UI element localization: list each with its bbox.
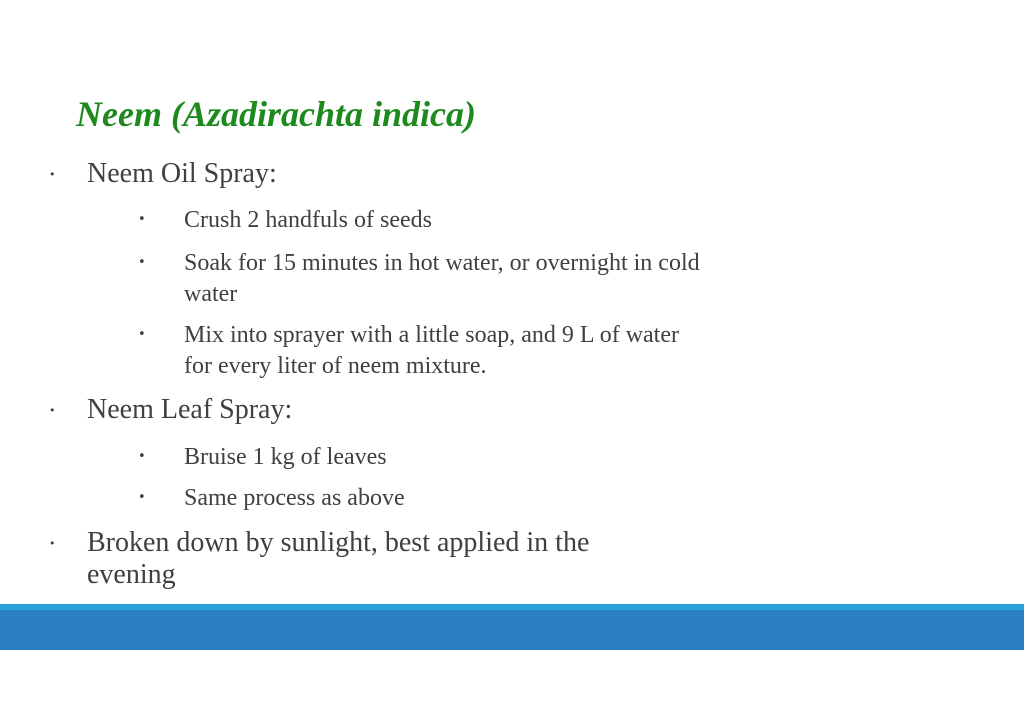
sub-bullet-text: Mix into sprayer with a little soap, and 9 L of water for every liter of neem mixture. [184,322,679,379]
sub-bullet-item [138,442,744,473]
bullet-dot: • [138,212,146,227]
bullet-dot: • [49,537,56,550]
bullet-item-sunlight-note [49,527,667,591]
sub-bullet-item [138,248,729,310]
bullet-item-neem-leaf-spray [49,394,727,426]
bullet-dot: • [138,490,146,505]
bullet-dot: • [138,449,146,464]
sub-bullet-item [138,320,704,382]
bullet-dot: • [138,255,146,270]
bullet-text: Broken down by sunlight, best applied in the evening [87,527,590,590]
sub-bullet-text: Same process as above [184,485,405,511]
sub-bullet-text: Bruise 1 kg of leaves [184,444,387,470]
bullet-text: Neem Leaf Spray: [87,394,293,425]
bullet-item-neem-oil-spray [49,158,727,190]
bullet-text: Neem Oil Spray: [87,158,277,189]
sub-bullet-text: Crush 2 handfuls of seeds [184,207,432,233]
footer-band [0,610,1024,650]
bullet-dot: • [49,168,56,181]
sub-bullet-item [138,483,744,514]
sub-bullet-item [138,205,744,236]
slide-title: Neem (Azadirachta indica) [76,94,476,134]
bullet-dot: • [49,404,56,417]
bullet-dot: • [138,327,146,342]
sub-bullet-text: Soak for 15 minutes in hot water, or overnight in cold water [184,250,700,307]
